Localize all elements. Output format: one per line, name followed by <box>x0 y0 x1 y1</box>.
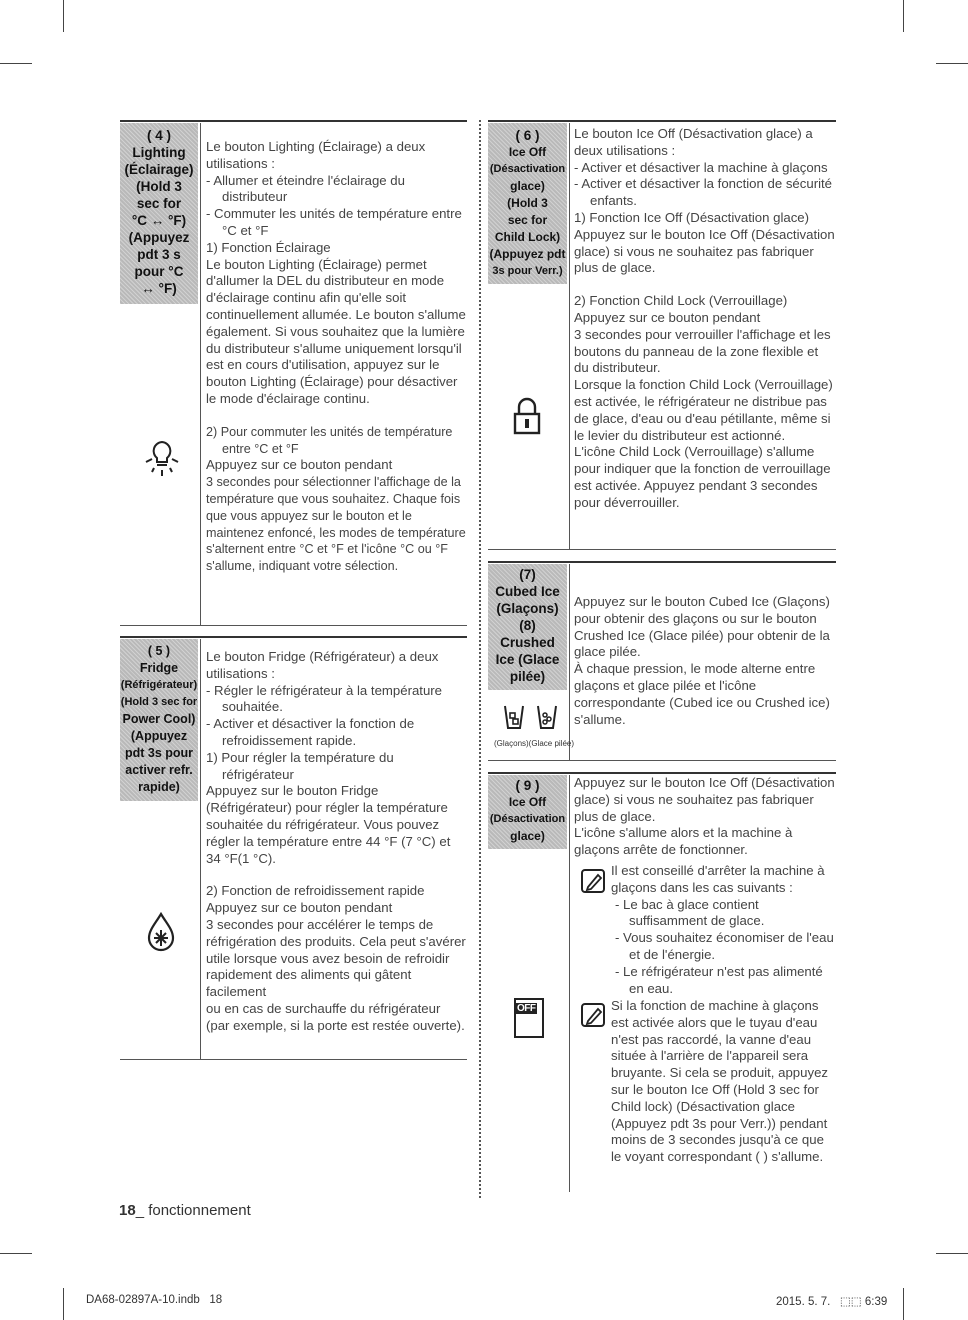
crop-mark <box>0 63 32 64</box>
power-cool-icon <box>145 912 177 952</box>
bullet-item: - Activer et désactiver la fonction de refroidissement rapide. <box>206 716 415 748</box>
header-line: Power Cool) <box>122 712 196 726</box>
header-line: (Désactivation <box>489 813 566 825</box>
section-text <box>206 649 466 1035</box>
paragraph: À chaque pression, le mode alterne entre glaçons et glace pilée et l'icône correspondante (Cubed ice ou Crushed ice) s'allume. <box>574 661 830 727</box>
header-line: Ice Off <box>508 795 547 809</box>
subheading: 1) Fonction Éclairage <box>206 239 331 255</box>
header-line: °C ↔ °F) <box>131 213 187 228</box>
header-line: 3s pour Verr.) <box>492 265 563 277</box>
section-top-rule <box>488 120 836 122</box>
note-text <box>611 863 835 997</box>
paragraph: 3 secondes pour verrouiller l'affichage et les boutons du panneau de la zone flexible et du distributeur. <box>574 326 831 376</box>
paragraph: L'icône Child Lock (Verrouillage) s'allume pour indiquer que la fonction de verrouillage est activée. Appuyez pendant 3 secondes pour déverrouiller. <box>574 444 831 510</box>
header-line: (Hold 3 <box>136 179 182 194</box>
column-separator <box>569 775 570 1192</box>
header-line: ( 9 ) <box>515 778 540 793</box>
text-line: Le bouton Lighting (Éclairage) a deux <box>206 139 426 154</box>
section-cubed-crushed-ice <box>488 561 836 761</box>
header-line: pour °C <box>134 264 184 279</box>
subheading: 1) Pour régler la température du réfrigérateur <box>206 749 394 782</box>
header-line: activer refr. <box>125 763 193 777</box>
section-bottom-rule <box>120 1059 467 1060</box>
header-line: sec for <box>507 213 548 227</box>
note-bullet-item: - Le bac à glace contient suffisamment de glace. <box>615 896 765 929</box>
header-line: glace) <box>510 179 545 193</box>
paragraph: 3 secondes pour sélectionner l'affichage de la température que vous souhaitez. Chaque fois que vous appuyez sur le bouton et le maintenez enfoncé, les modes de température s'alternent entre °C et °F et l'icône °C ou °F s'allume, indiquant votre sélection. <box>206 475 466 574</box>
paragraph: Lorsque la fonction Child Lock (Verrouillage) est activée, le réfrigérateur ne distribue pas de glace, d'eau ou d'eau pétillante, même si le levier du distributeur est actionné. <box>574 377 833 443</box>
paragraph: Appuyez sur le bouton Fridge (Réfrigérateur) pour régler la température souhaitée du réfrigérateur. Vous pouvez régler la température entre 44 °F (7 °C) et 34 °F(1 °C). <box>206 783 451 866</box>
bullet-item: - Activer et désactiver la fonction de sécurité enfants. <box>574 176 833 209</box>
off-icon-label: OFF <box>517 1003 536 1014</box>
bullet-item: - Allumer et éteindre l'éclairage du distributeur <box>206 172 405 205</box>
section-text <box>574 594 836 728</box>
crop-mark <box>63 0 64 32</box>
header-line: ( 4 ) <box>146 128 171 143</box>
paragraph: Appuyez sur le bouton Cubed Ice (Glaçons) pour obtenir des glaçons ou sur le bouton Crushed Ice (Glace pilée) pour obtenir de la glace pilée. <box>574 594 830 660</box>
section-header-fridge <box>120 639 198 801</box>
note-text <box>611 998 833 1166</box>
paragraph: Appuyez sur le bouton Ice Off (Désactivation glace) si vous ne souhaitez pas fabriquer plus de glace. <box>574 226 835 276</box>
crop-mark <box>903 1288 904 1320</box>
crop-mark <box>0 1253 32 1254</box>
header-line: Ice Off <box>508 145 547 159</box>
header-line: (Appuyez <box>130 729 188 743</box>
section-text <box>574 126 836 512</box>
print-slug-left: DA68-02897A-10.indb 18 <box>86 1294 223 1306</box>
section-bottom-rule <box>488 549 836 550</box>
section-lighting <box>120 120 467 626</box>
bullet-item: - Régler le réfrigérateur à la température souhaitée. <box>206 682 443 715</box>
crop-mark <box>936 1253 968 1254</box>
section-header-ice-off <box>488 123 567 284</box>
section-top-rule <box>120 120 467 122</box>
subheading: 2) Fonction Child Lock (Verrouillage) <box>574 293 788 309</box>
header-line: ↔ °F) <box>141 281 177 296</box>
page-number: 18 <box>119 1202 136 1219</box>
header-line: Ice (Glace <box>495 652 560 667</box>
header-line: (Hold 3 <box>507 196 548 210</box>
header-line: Lighting <box>132 145 186 160</box>
column-divider <box>479 120 481 1198</box>
subheading: 1) Fonction Ice Off (Désactivation glace) <box>574 209 810 225</box>
column-separator <box>200 639 201 1060</box>
note-paragraph: Si la fonction de machine à glaçons est activée alors que le tuyau d'eau n'est pas raccordé, la vanne d'eau située à l'arrière de l'appareil sera bruyante. Si cela se produit, appuyez sur le bouton Ice Off (Hold 3 sec for Child lock) (Désactivation glace (Appuyez pdt 3s pour Verr.)) pendant moins de 3 secondes jusqu'à ce que le voyant correspondant ( ) s'allume. <box>611 998 828 1165</box>
note-bullet-item: - Le réfrigérateur n'est pas alimenté en eau. <box>615 963 823 996</box>
column-separator <box>569 123 570 550</box>
page-footer <box>119 1202 251 1219</box>
note-icon <box>580 1002 606 1028</box>
header-line: ( 5 ) <box>147 644 171 658</box>
header-line: Crushed <box>500 635 555 650</box>
paragraph: Le bouton Lighting (Éclairage) permet d'allumer la DEL du distributeur en mode d'éclairage continu afin qu'elle soit continuellement allumée. Le bouton s'allume également. Si vous souhaitez que la lumière du distributeur s'allume uniquement lorsqu'il est en cours d'utilisation, appuyez sur le bouton Lighting (Éclairage) pour désactiver le mode d'éclairage continu. <box>206 256 466 406</box>
note-icon <box>580 868 606 894</box>
column-separator <box>569 564 570 761</box>
crop-mark <box>63 1288 64 1320</box>
column-separator <box>200 123 201 626</box>
crushed-ice-icon <box>535 701 559 731</box>
header-line: pdt 3 s <box>137 247 181 262</box>
section-header-lighting <box>120 123 198 304</box>
section-top-rule <box>488 772 836 774</box>
text-line: Le bouton Ice Off (Désactivation glace) a deux utilisations : <box>574 126 813 158</box>
header-line: Child Lock) <box>494 230 561 244</box>
header-line: (Désactivation <box>489 163 566 175</box>
header-line: (Réfrigérateur) <box>120 679 198 691</box>
text-line: Appuyez sur ce bouton pendant <box>206 900 393 916</box>
header-line: (7) <box>519 567 536 582</box>
print-slug-right: 2015. 5. 7. ⬚⬚ 6:39 <box>776 1296 888 1308</box>
note-bullet-item: - Vous souhaitez économiser de l'eau et de l'énergie. <box>615 930 834 962</box>
text-line: Appuyez sur ce bouton pendant <box>574 309 761 325</box>
crop-mark <box>936 63 968 64</box>
header-line: (Glaçons) <box>496 601 559 616</box>
paragraph: 3 secondes pour accélérer le temps de réfrigération des produits. Cela peut s'avérer utile lorsque vous avez besoin de refroidir rapidement des aliments qui gâtent facilement <box>206 916 466 1000</box>
header-line: (8) <box>519 618 536 633</box>
section-ice-off-child-lock <box>488 120 836 550</box>
header-line: (Hold 3 sec for <box>120 696 198 708</box>
section-bottom-rule <box>488 760 836 761</box>
section-ice-off <box>488 772 836 1192</box>
header-line: glace) <box>510 829 545 843</box>
text-line: utilisations : <box>206 665 275 681</box>
section-top-rule <box>120 636 467 638</box>
page-label: _ fonctionnement <box>135 1202 251 1219</box>
section-header-ice-off-9 <box>488 775 567 849</box>
section-text <box>206 139 466 575</box>
bullet-item: - Activer et désactiver la machine à glaçons <box>574 159 828 175</box>
text-line: Appuyez sur ce bouton pendant <box>206 457 393 473</box>
subheading: 2) Pour commuter les unités de température entre °C et °F <box>206 424 453 456</box>
paragraph: Appuyez sur le bouton Ice Off (Désactivation glace) si vous ne souhaitez pas fabriquer plus de glace. <box>574 775 835 824</box>
header-line: Cubed Ice <box>495 584 560 599</box>
lightbulb-icon <box>142 438 182 480</box>
section-top-rule <box>488 561 836 563</box>
text-line: utilisations : <box>206 155 275 171</box>
subheading: 2) Fonction de refroidissement rapide <box>206 883 425 899</box>
note-paragraph: Il est conseillé d'arrêter la machine à glaçons dans les cas suivants : <box>611 863 825 895</box>
icon-caption: (Glaçons)(Glace pilée) <box>494 739 575 748</box>
header-line: ( 6 ) <box>515 128 540 143</box>
paragraph: L'icône s'allume alors et la machine à glaçons arrête de fonctionner. <box>574 825 793 858</box>
cubed-ice-icon <box>502 701 526 731</box>
header-line: (Éclairage) <box>124 162 194 177</box>
text-line: Le bouton Fridge (Réfrigérateur) a deux <box>206 649 439 664</box>
section-bottom-rule <box>120 625 467 626</box>
section-header-cubed-crushed <box>488 564 567 690</box>
lock-icon <box>512 396 542 436</box>
header-line: (Appuyez pdt <box>489 247 566 261</box>
ice-off-icon <box>514 998 544 1038</box>
header-line: Fridge <box>139 661 179 675</box>
paragraph: ou en cas de surchauffe du réfrigérateur (par exemple, si la porte est restée ouverte). <box>206 1000 465 1033</box>
crop-mark <box>903 0 904 32</box>
header-line: pilée) <box>509 669 546 684</box>
header-line: (Appuyez <box>128 230 190 245</box>
section-text <box>574 775 836 859</box>
header-line: sec for <box>136 196 182 211</box>
header-line: pdt 3s pour <box>124 746 194 760</box>
bullet-item: - Commuter les unités de température entre °C et °F <box>206 206 462 238</box>
section-fridge <box>120 636 467 1060</box>
header-line: rapide) <box>138 780 180 794</box>
